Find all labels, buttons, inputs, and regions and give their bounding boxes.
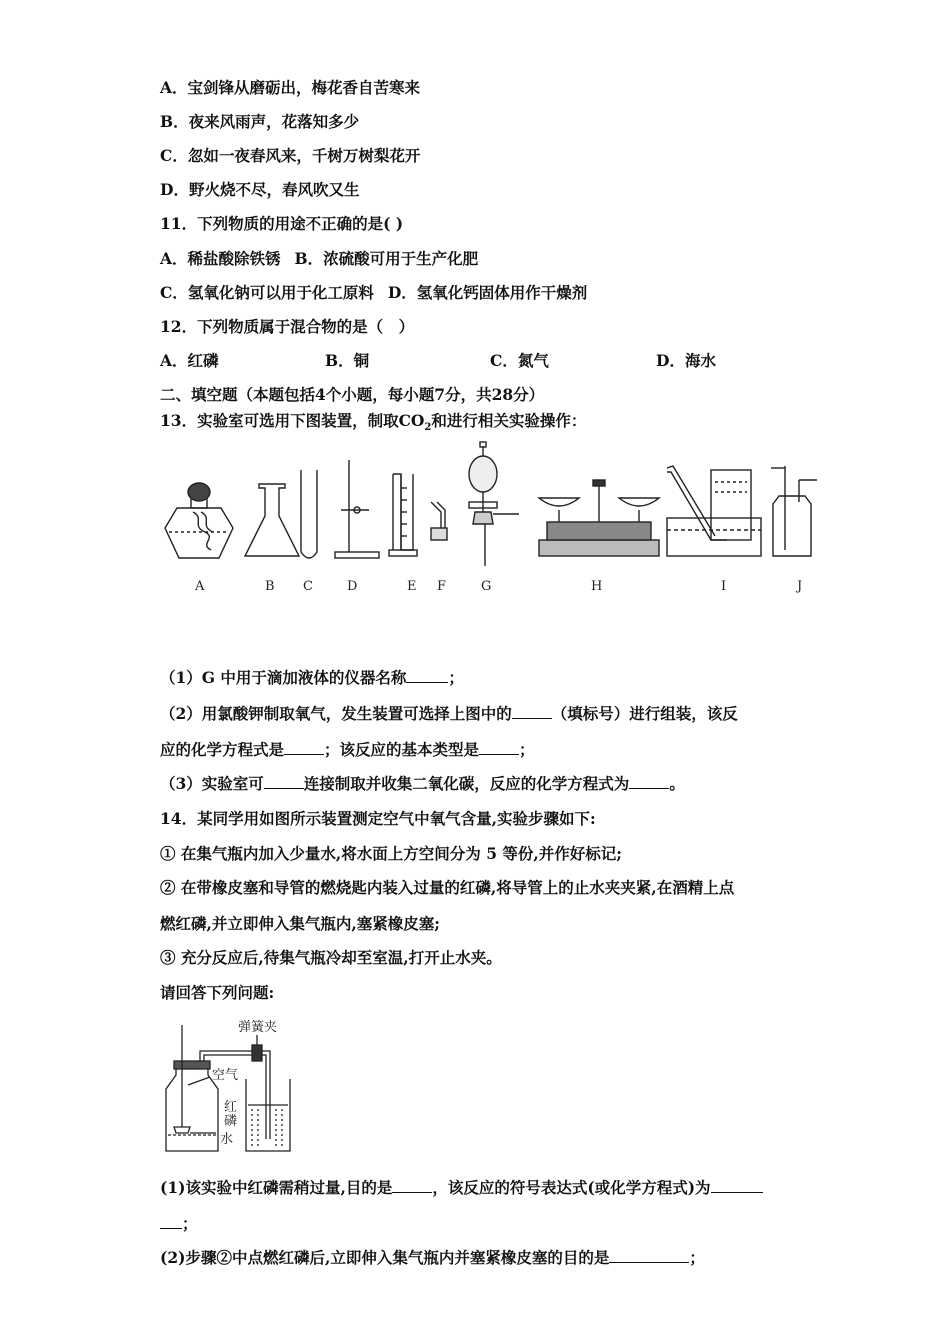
q13-stem — [160, 411, 586, 438]
q10-option-c: C．忽如一夜春风来，千树万树梨花开 — [160, 146, 421, 165]
label-c: C — [303, 579, 313, 594]
q14-step2-line1: ② 在带橡皮塞和导管的燃烧匙内装入过量的红磷,将导管上的止水夹夹紧,在酒精上点 — [160, 878, 735, 897]
label-red: 红 — [224, 1100, 238, 1115]
q11-option-a: A．稀盐酸除铁锈 — [160, 249, 281, 268]
q13-part2-mid: （填标号）进行组装，该反 — [551, 704, 738, 723]
section-heading: 二、填空题（本题包括4个小题，每小题7分，共28分） — [160, 385, 545, 404]
label-e: E — [407, 579, 417, 594]
q10-option-b: B．夜来风雨声，花落知多少 — [160, 112, 360, 131]
label-phosphorus: 磷 — [224, 1114, 238, 1129]
q14-apparatus-figure — [158, 1015, 293, 1155]
q14-ask: 请回答下列问题: — [160, 983, 275, 1002]
apparatus-b-conical-flask — [245, 484, 299, 556]
q11-stem: 11．下列物质的用途不正确的是( ) — [160, 214, 404, 233]
label-b: B — [265, 579, 275, 594]
q13-apparatus-figure — [155, 440, 835, 600]
q13-part3 — [160, 774, 685, 794]
q13-part3-end: 。 — [669, 774, 685, 793]
answer-blank[interactable] — [512, 704, 552, 719]
apparatus-h-balance — [539, 480, 659, 556]
q14-answer2-end: ； — [689, 1248, 705, 1267]
answer-blank[interactable] — [629, 774, 669, 789]
q13-part3-text: （3）实验室可 — [160, 774, 264, 793]
q14-answer1-end: ； — [182, 1214, 198, 1233]
q14-step3: ③ 充分反应后,待集气瓶冷却至室温,打开止水夹。 — [160, 948, 502, 967]
q11-option-b: B．浓硫酸可用于生产化肥 — [294, 249, 479, 268]
answer-blank[interactable] — [284, 740, 324, 755]
label-water: 水 — [220, 1132, 234, 1147]
q11-option-d: D．氢氧化钙固体用作干燥剂 — [387, 283, 588, 302]
q13-part1-text: （1）G 中用于滴加液体的仪器名称 — [160, 668, 407, 687]
q12-option-b: B．铜 — [325, 351, 370, 370]
q14-answer2 — [160, 1248, 705, 1268]
q11-option-c: C．氢氧化钠可以用于化工原料 — [160, 283, 374, 302]
q14-answer1-line2 — [160, 1214, 198, 1234]
q12-stem: 12．下列物质属于混合物的是（ ） — [160, 317, 415, 336]
q12-option-c: C．氮气 — [490, 351, 549, 370]
q14-answer1-text: (1)该实验中红磷需稍过量,目的是 — [160, 1178, 393, 1197]
apparatus-j-gas-bottle — [771, 466, 817, 556]
apparatus-g-separatory-funnel — [469, 442, 519, 566]
q13-part1-end: ； — [448, 668, 464, 687]
q14-stem: 14．某同学用如图所示装置测定空气中氧气含量,实验步骤如下: — [160, 809, 596, 828]
q14-step1: ① 在集气瓶内加入少量水,将水面上方空间分为 5 等份,并作好标记; — [160, 844, 622, 863]
label-i: I — [721, 579, 727, 594]
apparatus-i-water-trough — [667, 466, 761, 556]
q12-option-d: D．海水 — [656, 351, 716, 370]
q10-option-a: A．宝剑锋从磨砺出，梅花香自苦寒来 — [160, 78, 421, 97]
answer-blank[interactable] — [479, 740, 519, 755]
label-h: H — [591, 579, 603, 594]
q13-part1 — [160, 668, 464, 688]
label-f: F — [437, 579, 447, 594]
q12-option-a: A．红磷 — [160, 351, 219, 370]
label-d: D — [347, 579, 358, 594]
q13-stem-pre: 13．实验室可选用下图装置，制取 — [160, 411, 399, 430]
q14-answer2-text: (2)步骤②中点燃红磷后,立即伸入集气瓶内并塞紧橡皮塞的目的是 — [160, 1248, 610, 1267]
answer-blank[interactable] — [264, 774, 304, 789]
answer-blank[interactable] — [609, 1248, 689, 1263]
apparatus-a-alcohol-lamp — [165, 483, 233, 558]
q13-part2b-mid: ；该反应的基本类型是 — [324, 740, 480, 759]
q14-step2-line2: 燃红磷,并立即伸入集气瓶内,塞紧橡皮塞; — [160, 914, 441, 933]
q13-part2b-end: ； — [519, 740, 535, 759]
apparatus-f-stopper-tube — [431, 502, 447, 540]
label-spring-clip: 弹簧夹 — [238, 1020, 278, 1035]
q13-part3-mid: 连接制取并收集二氧化碳，反应的化学方程式为 — [303, 774, 630, 793]
q13-stem-co: CO — [398, 411, 425, 430]
q14-answer1-line1 — [160, 1178, 763, 1198]
answer-blank[interactable] — [406, 668, 448, 683]
q13-stem-sub: 2 — [424, 422, 432, 434]
q11-options-ab — [160, 249, 478, 269]
label-g: G — [481, 579, 492, 594]
label-j: J — [797, 579, 803, 594]
q10-option-d: D．野火烧不尽，春风吹又生 — [160, 180, 360, 199]
apparatus-d-iron-stand — [335, 460, 379, 558]
q13-part2-line2 — [160, 740, 535, 760]
answer-blank[interactable] — [160, 1214, 182, 1229]
apparatus-c-test-tube — [301, 470, 317, 558]
q14-answer1-mid: ，该反应的符号表达式(或化学方程式)为 — [432, 1178, 711, 1197]
q13-part2-text: （2）用氯酸钾制取氧气，发生装置可选择上图中的 — [160, 704, 512, 723]
label-a: A — [195, 579, 205, 594]
q11-options-cd — [160, 283, 587, 303]
q13-part2b-text: 应的化学方程式是 — [160, 740, 285, 759]
answer-blank[interactable] — [392, 1178, 432, 1193]
answer-blank[interactable] — [711, 1178, 763, 1193]
q13-stem-post: 和进行相关实验操作： — [431, 411, 587, 430]
apparatus-e-graduated-cylinder — [389, 474, 417, 556]
label-air: 空气 — [212, 1068, 239, 1083]
q13-part2-line1 — [160, 704, 738, 724]
